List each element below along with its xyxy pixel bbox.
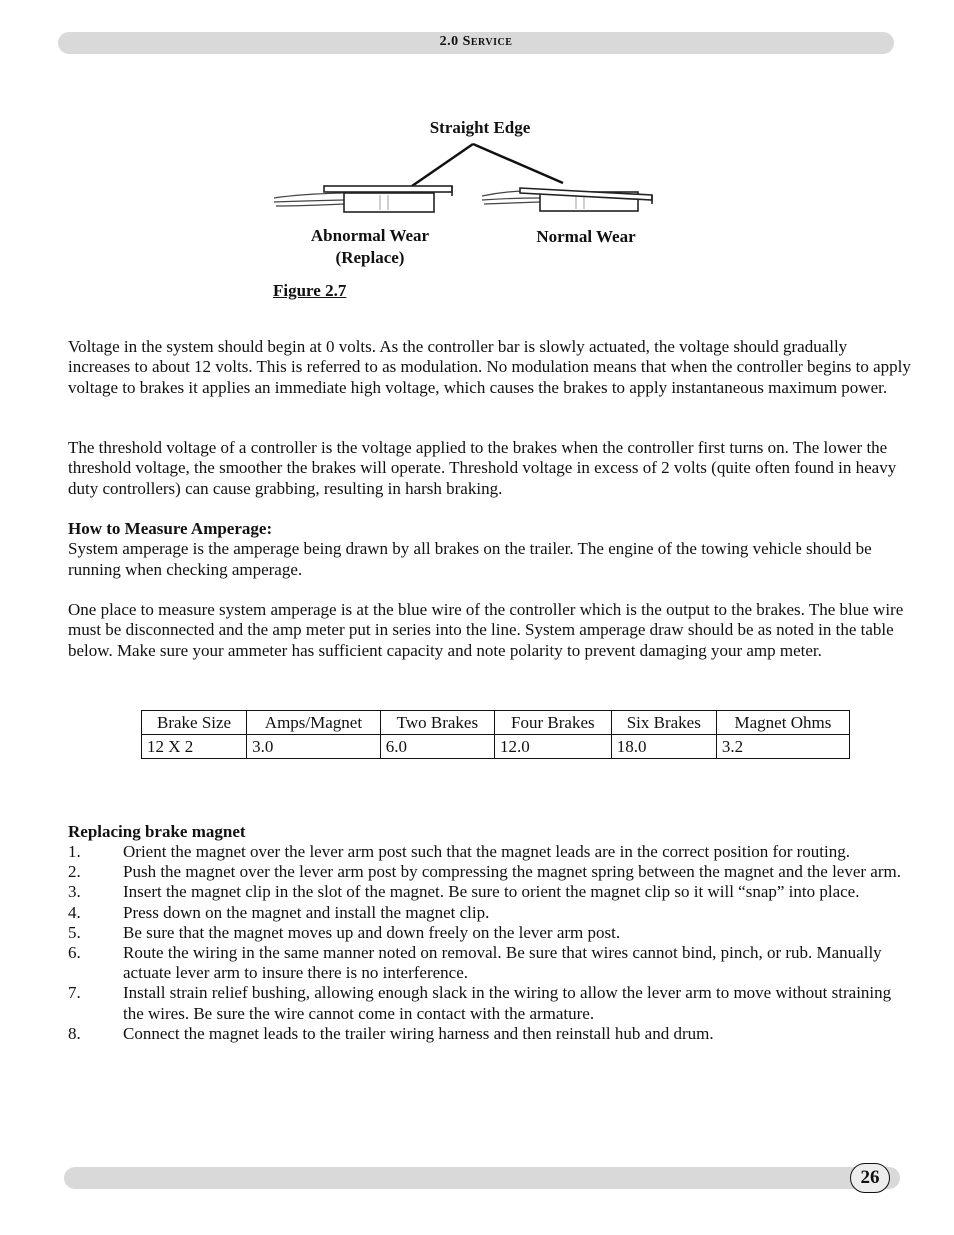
step-number: 4. bbox=[68, 902, 81, 922]
list-item bbox=[68, 1024, 913, 1044]
list-item bbox=[68, 882, 913, 902]
threshold-paragraph bbox=[68, 438, 913, 499]
abnormal-wear-note: (Replace) bbox=[335, 248, 405, 267]
paragraph-text: Voltage in the system should begin at 0 volts. As the controller bar is slowly actuated, the voltage should gradually increases to about 12 volts. This is referred to as modulation. No modulation means that when the controller begins to apply voltage to brakes it applies an immediate high voltage, which causes the brakes to apply instantaneous maximum power. bbox=[68, 337, 911, 397]
table-header-cell: Magnet Ohms bbox=[716, 711, 849, 735]
table-cell: 18.0 bbox=[611, 735, 716, 759]
step-text: Connect the magnet leads to the trailer wiring harness and then reinstall hub and drum. bbox=[123, 1023, 714, 1043]
step-text: Be sure that the magnet moves up and down freely on the lever arm post. bbox=[123, 922, 621, 942]
normal-wear-label: Normal Wear bbox=[536, 227, 636, 246]
modulation-paragraph bbox=[68, 337, 913, 398]
step-text: Push the magnet over the lever arm post by compressing the magnet spring between the magnet and the lever arm. bbox=[123, 862, 901, 882]
amperage-section bbox=[68, 519, 913, 580]
table-cell: 3.2 bbox=[716, 735, 849, 759]
abnormal-wear-magnet bbox=[274, 186, 452, 212]
step-number: 2. bbox=[68, 862, 81, 882]
step-text: Orient the magnet over the lever arm post such that the magnet leads are in the correct position for routing. bbox=[123, 842, 850, 861]
step-text: Install strain relief bushing, allowing enough slack in the wiring to allow the lever arm to move without straining the wires. Be sure the wire cannot come in contact with the armature. bbox=[123, 983, 892, 1023]
step-number: 6. bbox=[68, 943, 81, 963]
list-item bbox=[68, 983, 913, 1023]
figure-caption: Figure 2.7 bbox=[273, 281, 347, 300]
abnormal-wear-title: Abnormal Wear bbox=[310, 226, 430, 245]
list-item bbox=[68, 923, 913, 943]
list-item bbox=[68, 862, 913, 882]
magnet-wear-figure bbox=[270, 140, 670, 220]
footer-bar bbox=[64, 1167, 900, 1189]
table-header-cell: Six Brakes bbox=[611, 711, 716, 735]
abnormal-wear-label bbox=[290, 225, 450, 269]
section-title: 2.0 Service bbox=[439, 34, 513, 49]
list-item bbox=[68, 903, 913, 923]
step-number: 7. bbox=[68, 983, 81, 1003]
amperage-table bbox=[141, 710, 850, 759]
table-cell: 3.0 bbox=[247, 735, 381, 759]
table-cell: 12.0 bbox=[494, 735, 611, 759]
replacing-heading: Replacing brake magnet bbox=[68, 822, 246, 841]
replacement-steps-list bbox=[68, 842, 913, 1044]
table-header-cell: Two Brakes bbox=[380, 711, 494, 735]
step-number: 1. bbox=[68, 842, 81, 861]
table-header-row bbox=[142, 711, 850, 735]
step-number: 3. bbox=[68, 882, 81, 902]
table-header-cell: Four Brakes bbox=[494, 711, 611, 735]
step-text: Press down on the magnet and install the magnet clip. bbox=[123, 902, 490, 922]
step-text: Insert the magnet clip in the slot of the magnet. Be sure to orient the magnet clip so it will “snap” into place. bbox=[123, 882, 860, 902]
table-cell: 6.0 bbox=[380, 735, 494, 759]
replacing-heading-wrap bbox=[68, 822, 913, 842]
paragraph-text: One place to measure system amperage is at the blue wire of the controller which is the output to the brakes. The blue wire must be disconnected and the amp meter put in series into the line. System amperage draw should be as noted in the table below. Make sure your ammeter has sufficient capacity and note polarity to prevent damaging your amp meter. bbox=[68, 600, 904, 660]
step-text: Route the wiring in the same manner noted on removal. Be sure that wires cannot bind, pinch, or rub. Manually actuate lever arm to insure there is no interference. bbox=[123, 943, 882, 983]
measure-paragraph bbox=[68, 600, 916, 661]
list-item bbox=[68, 943, 913, 983]
table-row bbox=[142, 735, 850, 759]
list-item bbox=[68, 842, 913, 862]
page-number: 26 bbox=[850, 1163, 890, 1193]
step-number: 5. bbox=[68, 922, 81, 942]
table-header-cell: Brake Size bbox=[142, 711, 247, 735]
normal-wear-magnet bbox=[482, 188, 652, 211]
straight-edge-label: Straight Edge bbox=[429, 118, 531, 137]
header-bar bbox=[58, 32, 894, 54]
step-number: 8. bbox=[68, 1023, 81, 1043]
paragraph-text: System amperage is the amperage being drawn by all brakes on the trailer. The engine of the towing vehicle should be running when checking amperage. bbox=[68, 539, 872, 579]
table-header-cell: Amps/Magnet bbox=[247, 711, 381, 735]
amperage-heading: How to Measure Amperage: bbox=[68, 519, 273, 538]
table-cell: 12 X 2 bbox=[142, 735, 247, 759]
paragraph-text: The threshold voltage of a controller is the voltage applied to the brakes when the controller first turns on. The lower the threshold voltage, the smoother the brakes will operate. Threshold voltage in excess of 2 volts (quite often found in heavy duty controllers) can cause grabbing, resulting in harsh braking. bbox=[68, 438, 897, 498]
